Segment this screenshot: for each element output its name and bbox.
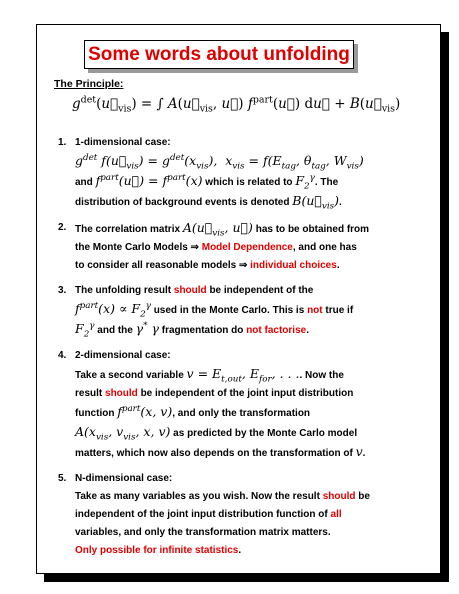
item-number: 5. (58, 473, 67, 484)
item-list (58, 134, 394, 567)
item-heading: 2-dimensional case: (75, 350, 171, 361)
highlight-text: should (173, 285, 207, 296)
item-number: 1. (58, 137, 67, 148)
list-item-4: 4. 2-dimensional case: Take a second variable $v = E_{t,out}$, $E_{for}$, . . .. Now the result should be independent of the joint input distribution function $f^{part}(x$, v), and only the transformation $A(x_{vis}$, $v_{vis}$, x, v) as predicted by the Monte Carlo model matters, which now also depends on the transformation of v. (58, 347, 394, 463)
highlight-text: all (330, 509, 342, 520)
item-number: 2. (58, 222, 67, 233)
highlight-text: should (105, 388, 138, 399)
highlight-text: should (322, 491, 356, 502)
item-number: 4. (58, 350, 67, 361)
list-item-3: 3. The unfolding result should be independent of the $f^{part}(x) \propto F_2^\gamma$ used in the Monte Carlo. This is not true if $F_2^\gamma$ and the γ* γ fragmentation do not factorise. (58, 282, 394, 340)
list-item-1: 1. 1-dimensional case: $g^{det}$ $f(u⃗_{vis}) = g^{det}(x_{vis})$, $x_{vis} = f(E_{tag}$, $\theta_{tag}$, $W_{vis}$) and $f^{part}(u⃗) = f^{part}(x)$ which is related to $F_2^\gamma$. The distribution of background events is denoted $B(u⃗_{vis})$. (58, 134, 394, 212)
highlight-text: Only possible for infinite statistics (75, 545, 239, 556)
list-item-5: 5. N-dimensional case: Take as many variables as you wish. Now the result should be independent of the joint input distribution function of all variables, and only the transformation matrix matters. Only possible for infinite statistics. (58, 470, 394, 560)
highlight-text: not factorise (246, 325, 307, 336)
item-number: 3. (58, 285, 67, 296)
principle-label: The Principle: (54, 78, 124, 90)
item-heading: 1-dimensional case: (75, 137, 171, 148)
slide-title: Some words about unfolding (84, 40, 354, 69)
highlight-text: individual choices (250, 260, 337, 271)
principle-equation (72, 94, 401, 115)
list-item-2: 2. The correlation matrix $A(u⃗_{vis}$, u⃗) has to be obtained from the Monte Carlo Models ⇒ Model Dependence, and one has to consider all reasonable models ⇒ individual choices. (58, 219, 394, 275)
principle-equation-text: $g^{det}(u⃗_{vis})$ = ∫ $A(u⃗_{vis}$, u⃗) $f^{part}(u⃗)$ du⃗ + $B(u⃗_{vis})$ (72, 94, 401, 115)
item-heading: N-dimensional case: (75, 473, 173, 484)
highlight-text: Model Dependence (201, 242, 293, 253)
item-1-equation: $g^{det}$ $f(u⃗_{vis}) = g^{det}(x_{vis})$, $x_{vis} = f(E_{tag}$, $\theta_{tag}$, $W_{vis}$) (75, 152, 364, 172)
highlight-text: not (307, 305, 323, 316)
